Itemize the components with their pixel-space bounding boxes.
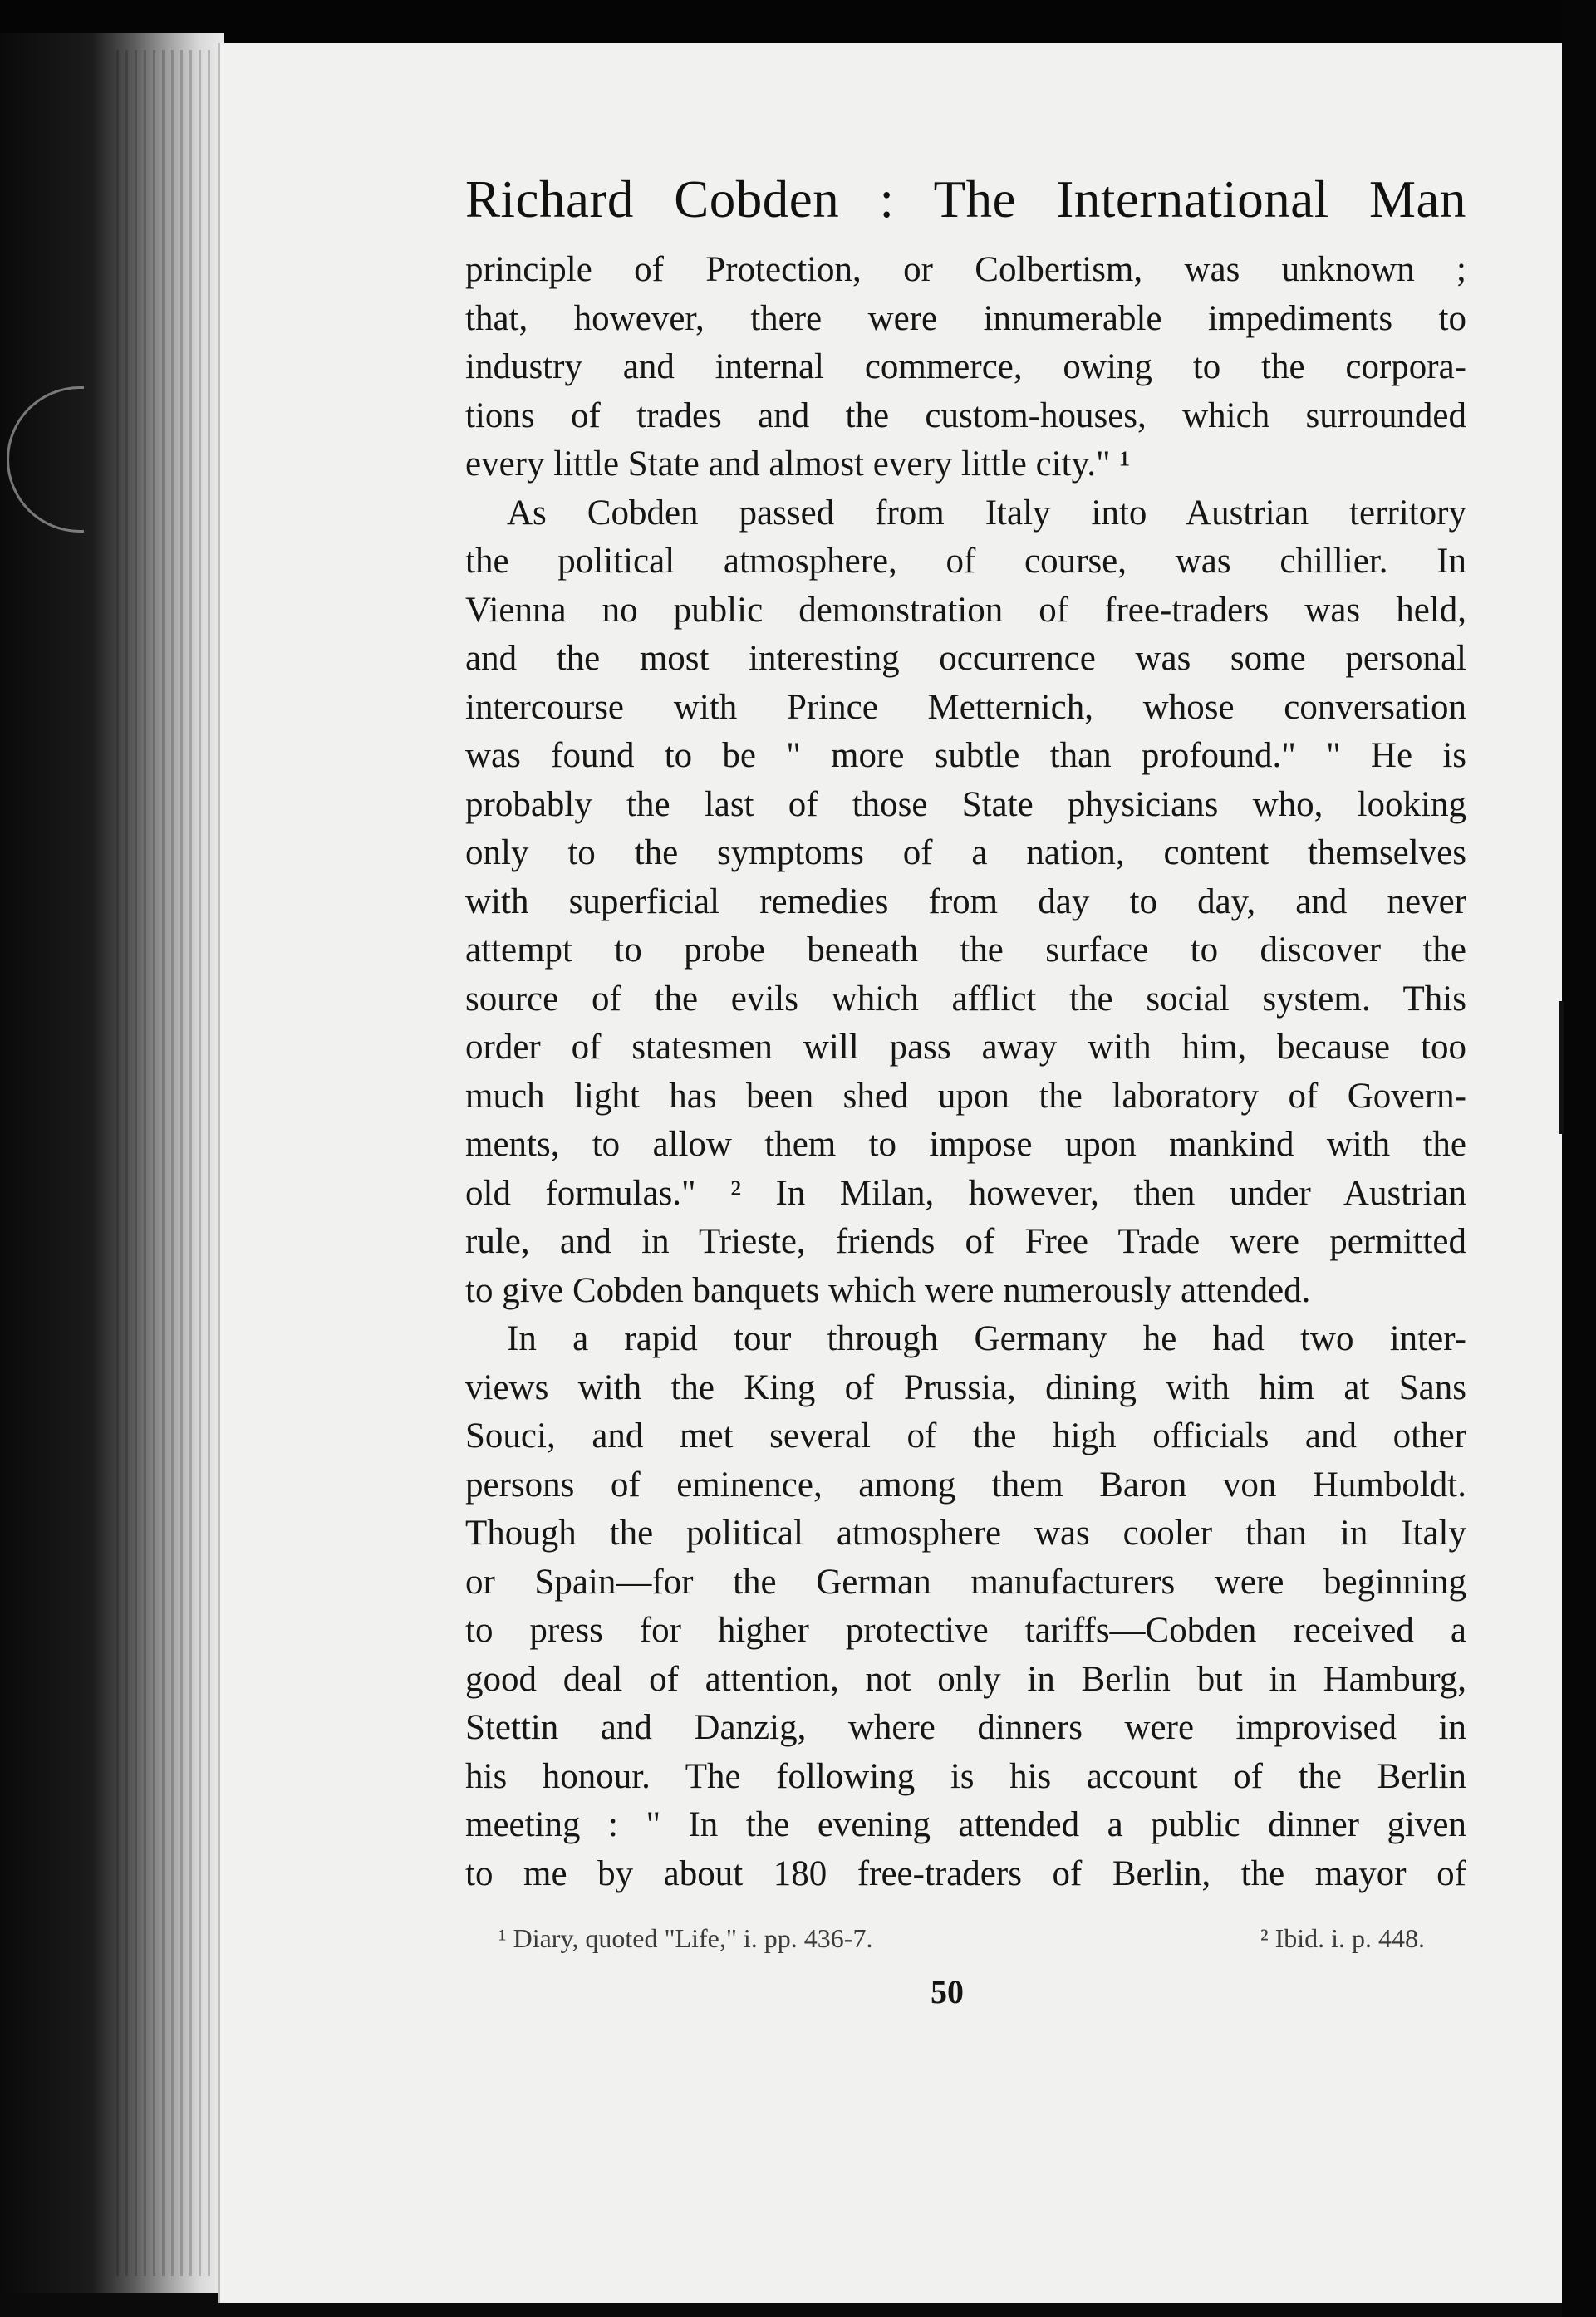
text-line: to press for higher protective tariffs—Cobden received a bbox=[465, 1611, 1466, 1650]
text-line: meeting : " In the evening attended a public dinner given bbox=[465, 1805, 1466, 1844]
text-line: his honour. The following is his account of the Berlin bbox=[465, 1756, 1466, 1796]
text-line: Souci, and met several of the high officials and other bbox=[465, 1416, 1466, 1455]
text-line: attempt to probe beneath the surface to discover the bbox=[465, 930, 1466, 970]
text-line: was found to be " more subtle than profound." " He is bbox=[465, 736, 1466, 775]
text-line: ments, to allow them to impose upon mankind with the bbox=[465, 1125, 1466, 1164]
body-text bbox=[465, 246, 1466, 1898]
binding-texture bbox=[116, 50, 216, 2276]
footnote-2: ² Ibid. i. p. 448. bbox=[1260, 1923, 1425, 1953]
text-line: Vienna no public demonstration of free-traders was held, bbox=[465, 590, 1466, 630]
footnote-1: ¹ Diary, quoted "Life," i. pp. 436-7. bbox=[498, 1923, 873, 1953]
text-line: As Cobden passed from Italy into Austrian territory bbox=[507, 493, 1466, 533]
text-line: intercourse with Prince Metternich, whose conversation bbox=[465, 687, 1466, 727]
page-number: 50 bbox=[931, 1973, 964, 2010]
scan-border-right bbox=[1562, 0, 1596, 2317]
text-line: persons of eminence, among them Baron von Humboldt. bbox=[465, 1465, 1466, 1505]
text-line: the political atmosphere, of course, was chillier. In bbox=[465, 542, 1466, 581]
text-line: old formulas." ² In Milan, however, then under Austrian bbox=[465, 1173, 1466, 1213]
text-line: to give Cobden banquets which were numerously attended. bbox=[465, 1270, 1311, 1310]
text-line: rule, and in Trieste, friends of Free Trade were permitted bbox=[465, 1222, 1466, 1261]
text-line: much light has been shed upon the laboratory of Govern- bbox=[465, 1076, 1466, 1116]
text-line: only to the symptoms of a nation, content themselves bbox=[465, 833, 1466, 872]
text-line: tions of trades and the custom-houses, which surrounded bbox=[465, 395, 1466, 435]
text-line: every little State and almost every little city." ¹ bbox=[465, 444, 1131, 484]
text-line: views with the King of Prussia, dining with him at Sans bbox=[465, 1367, 1466, 1407]
text-line: or Spain—for the German manufacturers were beginning bbox=[465, 1562, 1466, 1602]
text-line: that, however, there were innumerable impediments to bbox=[465, 298, 1466, 338]
text-line: source of the evils which afflict the social system. This bbox=[465, 979, 1466, 1019]
text-line: good deal of attention, not only in Berlin but in Hamburg, bbox=[465, 1659, 1466, 1699]
text-line: Though the political atmosphere was cooler than in Italy bbox=[465, 1514, 1466, 1553]
text-line: Stettin and Danzig, where dinners were improvised in bbox=[465, 1708, 1466, 1747]
text-line: to me by about 180 free-traders of Berlin, the mayor of bbox=[465, 1853, 1466, 1893]
text-line: In a rapid tour through Germany he had two inter- bbox=[507, 1319, 1466, 1358]
text-line: probably the last of those State physicians who, looking bbox=[465, 784, 1466, 824]
text-line: industry and internal commerce, owing to the corpora- bbox=[465, 347, 1466, 386]
page-content bbox=[465, 160, 1466, 1898]
text-line: with superficial remedies from day to day, and never bbox=[465, 881, 1466, 921]
page-edge-mark bbox=[1559, 1001, 1564, 1134]
footnotes bbox=[498, 1917, 1425, 1959]
text-line: and the most interesting occurrence was some personal bbox=[465, 639, 1466, 678]
text-line: order of statesmen will pass away with him, because too bbox=[465, 1028, 1466, 1067]
text-line: principle of Protection, or Colbertism, was unknown ; bbox=[465, 250, 1466, 289]
running-head: Richard Cobden : The International Man bbox=[465, 170, 1466, 228]
